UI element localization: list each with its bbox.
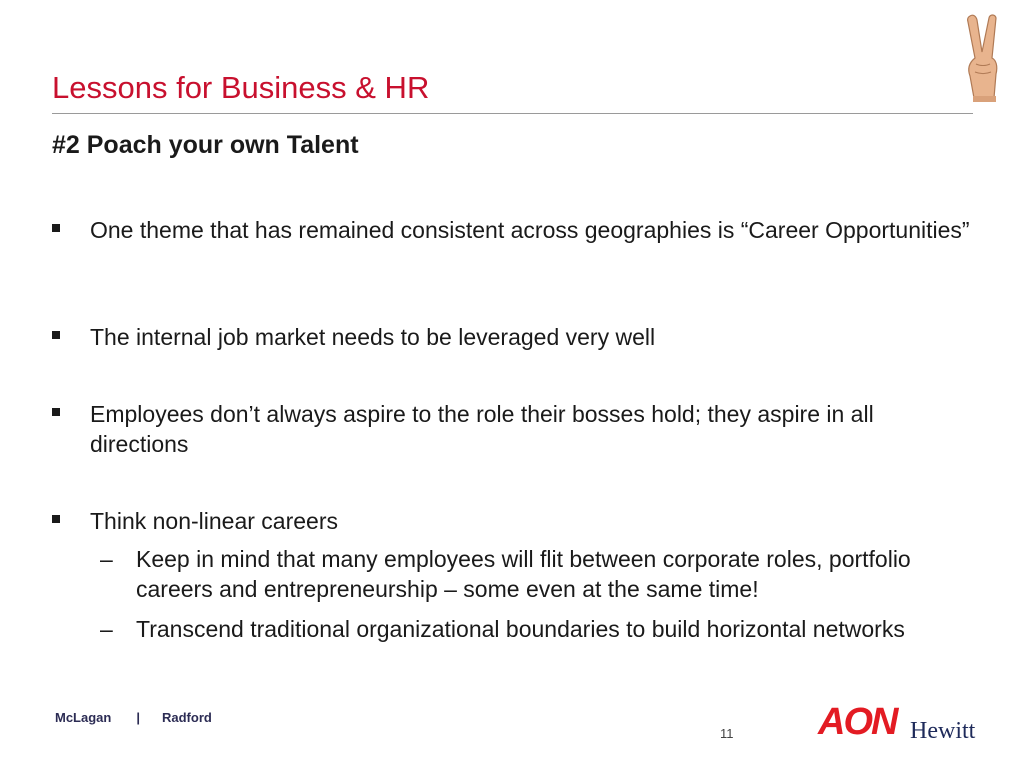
aon-hewitt-logo [818,702,978,746]
sub-bullet-item [100,614,960,644]
logo-hewitt-text: Hewitt [910,718,976,744]
dash-marker: – [100,546,113,572]
sub-bullet-text: Keep in mind that many employees will flit between corporate roles, portfolio careers and entrepreneurship – some even at the same time! [136,546,911,602]
slide-title: Lessons for Business & HR [52,70,430,105]
bullet-item [52,506,972,536]
square-bullet-icon [52,224,60,232]
bullet-item [52,215,972,245]
bullet-text: The internal job market needs to be leveraged very well [90,324,656,350]
square-bullet-icon [52,408,60,416]
brand-radford: Radford [161,710,212,725]
bullet-item [52,322,972,352]
footer-brands [55,710,212,725]
brand-mclagan: McLagan [55,710,112,725]
bullet-text: Think non-linear careers [90,508,339,534]
bullet-text: One theme that has remained consistent across geographies is “Career Opportunities” [90,217,970,243]
bullet-text: Employees don’t always aspire to the role their bosses hold; they aspire in all directions [90,401,874,457]
square-bullet-icon [52,515,60,523]
square-bullet-icon [52,331,60,339]
sub-bullet-item [100,544,960,604]
brand-separator: | [136,710,140,725]
logo-aon-text: AON [818,701,897,743]
bullet-item [52,399,972,459]
slide-subtitle: #2 Poach your own Talent [52,131,359,159]
sub-bullet-text: Transcend traditional organizational boundaries to build horizontal networks [136,616,905,642]
page-number: 11 [720,726,734,741]
dash-marker: – [100,616,113,642]
